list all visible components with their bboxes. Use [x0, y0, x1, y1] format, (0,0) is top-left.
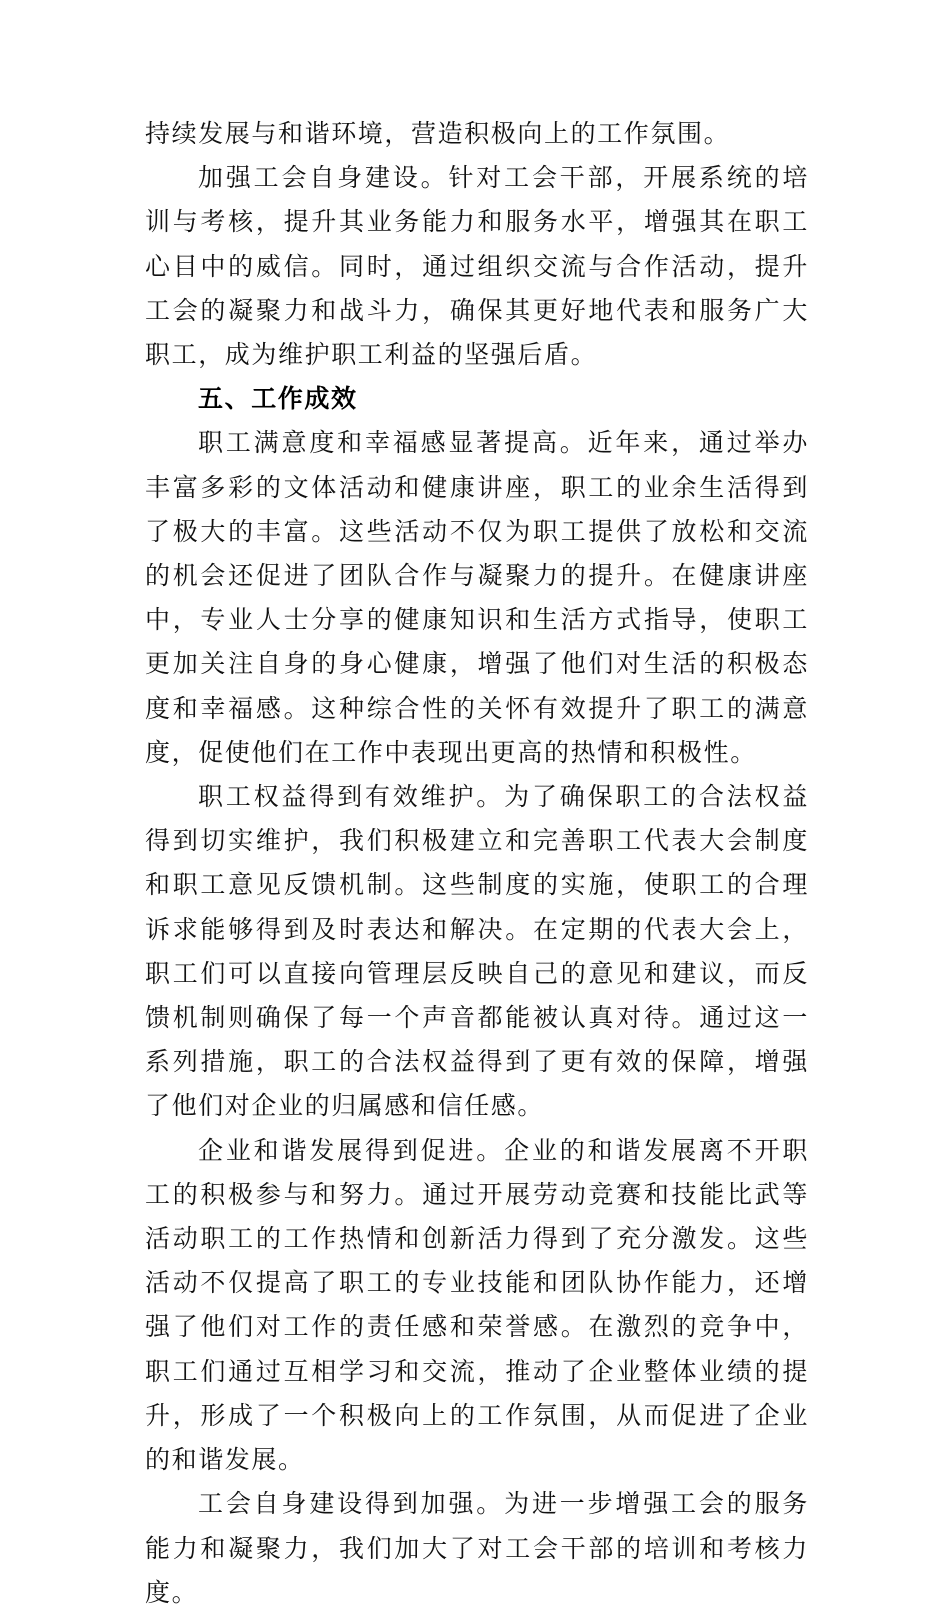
paragraph-enterprise-harmony: 企业和谐发展得到促进。企业的和谐发展离不开职工的积极参与和努力。通过开展劳动竞赛和技能比武等活动职工的工作热情和创新活力得到了充分激发。这些活动不仅提高了职工的专业技能和团队协作能力，还增强了他们对工作的责任感和荣誉感。在激烈的竞争中，职工们通过互相学习和交流，推动了企业整体业绩的提升，形成了一个积极向上的工作氛围，从而促进了企业的和谐发展。 — [145, 1135, 809, 1475]
paragraph-employee-satisfaction: 职工满意度和幸福感显著提高。近年来，通过举办丰富多彩的文体活动和健康讲座，职工的业余生活得到了极大的丰富。这些活动不仅为职工提供了放松和交流的机会还促进了团队合作与凝聚力的提升。在健康讲座中，专业人士分享的健康知识和生活方式指导，使职工更加关注自身的身心健康，增强了他们对生活的积极态度和幸福感。这种综合性的关怀有效提升了职工的满意度，促使他们在工作中表现出更高的热情和积极性。 — [145, 428, 809, 767]
paragraph-continuation: 持续发展与和谐环境，营造积极向上的工作氛围。 — [145, 119, 731, 148]
paragraph-union-self-building: 加强工会自身建设。针对工会干部，开展系统的培训与考核，提升其业务能力和服务水平，增强其在职工心目中的威信。同时，通过组织交流与合作活动，提升工会的凝聚力和战斗力，确保其更好地代表和服务广大职工，成为维护职工利益的坚强后盾。 — [145, 163, 809, 370]
document-body — [145, 112, 809, 1615]
paragraph-union-strengthened: 工会自身建设得到加强。为进一步增强工会的服务能力和凝聚力，我们加大了对工会干部的培训和考核力度。 — [145, 1489, 809, 1607]
section-heading-work-results: 五、工作成效 — [198, 384, 358, 414]
paragraph-employee-rights: 职工权益得到有效维护。为了确保职工的合法权益得到切实维护，我们积极建立和完善职工代表大会制度和职工意见反馈机制。这些制度的实施，使职工的合理诉求能够得到及时表达和解决。在定期的代表大会上，职工们可以直接向管理层反映自己的意见和建议，而反馈机制则确保了每一个声音都能被认真对待。通过这一系列措施，职工的合法权益得到了更有效的保障，增强了他们对企业的归属感和信任感。 — [145, 782, 809, 1121]
